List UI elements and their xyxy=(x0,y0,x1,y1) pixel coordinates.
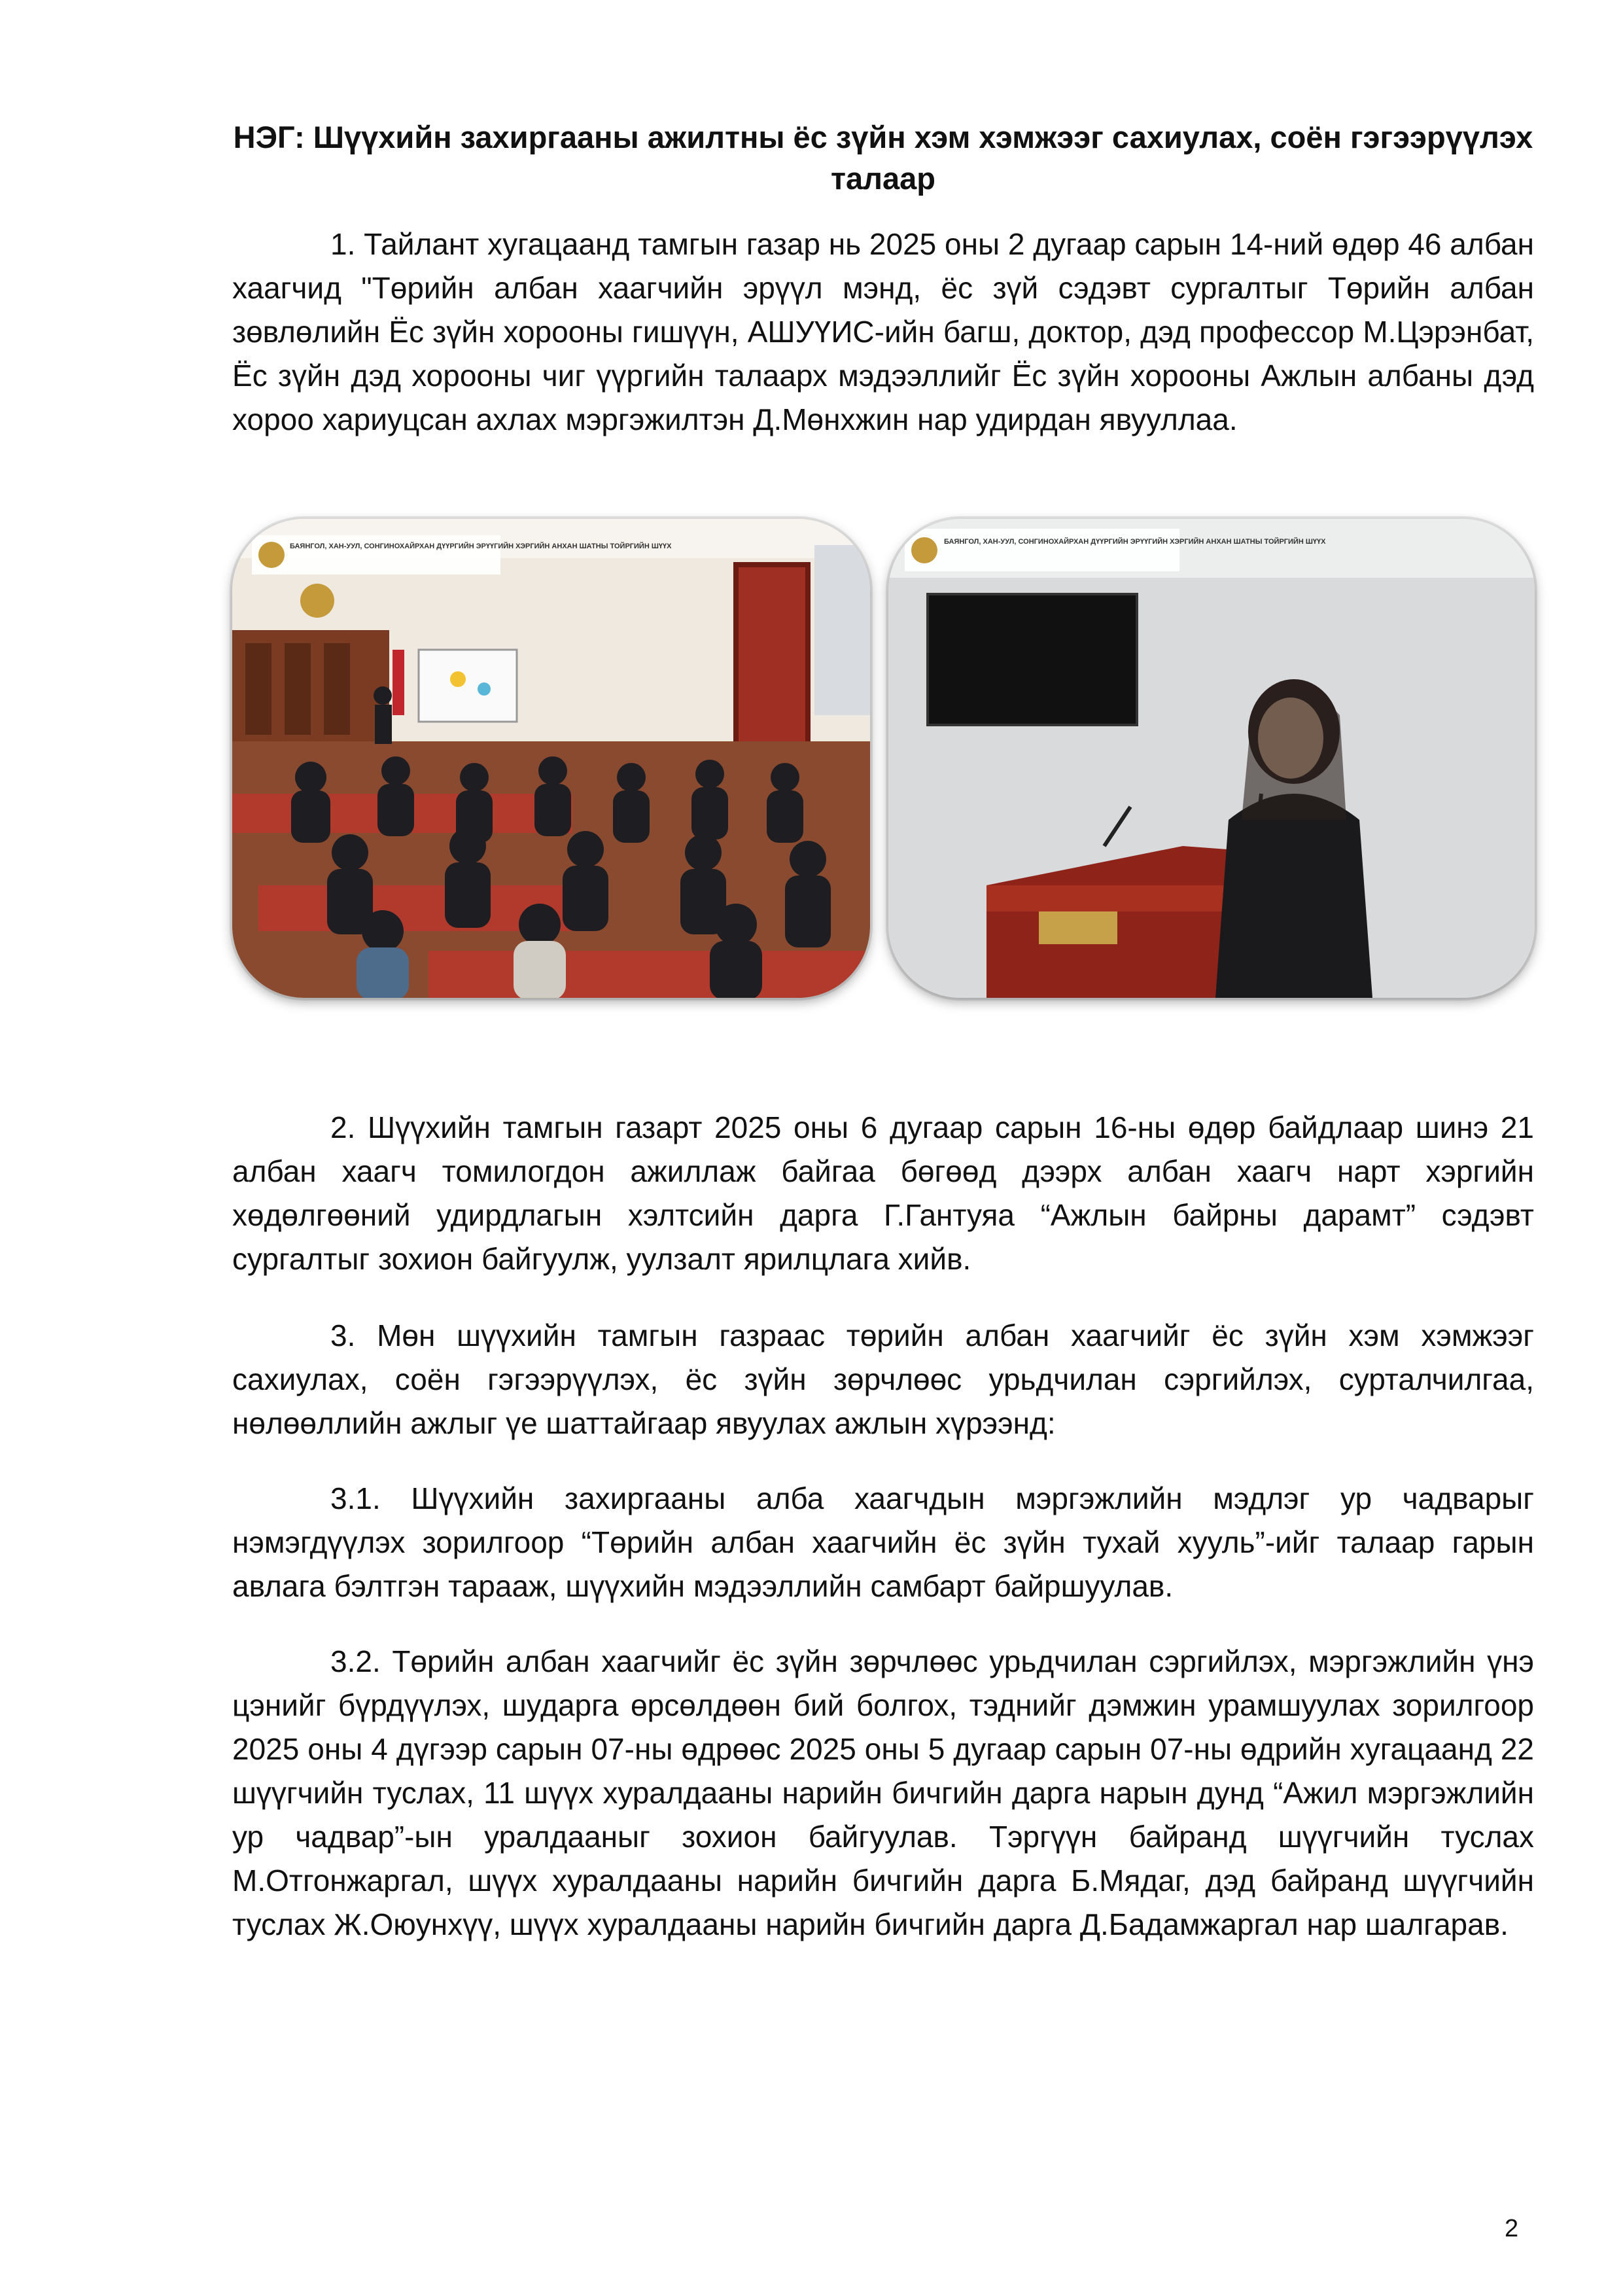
page-number: 2 xyxy=(1505,2215,1519,2242)
paragraph-2: 2. Шүүхийн тамгын газарт 2025 оны 6 дугаар сарын 16-ны өдөр байдлаар шинэ 21 албан хаагч томилогдон ажиллаж байгаа бөгөөд дээрх албан хаагч нарт хэргийн хөдөлгөөний удирдлагын хэлтсийн дарга Г.Гантуяа “Ажлын байрны дарамт” сэдэвт сургалтыг зохион байгуулж, уулзалт ярилцлага хийв. xyxy=(232,1110,1534,1276)
photo-1-caption: БАЯНГОЛ, ХАН-УУЛ, СОНГИНОХАЙРХАН ДҮҮРГИЙН ЭРҮҮГИЙН ХЭРГИЙН АНХАН ШАТНЫ ТОЙРГИЙН ШҮҮХ xyxy=(290,542,672,550)
photo-2-caption: БАЯНГОЛ, ХАН-УУЛ, СОНГИНОХАЙРХАН ДҮҮРГИЙН ЭРҮҮГИЙН ХЭРГИЙН АНХАН ШАТНЫ ТОЙРГИЙН ШҮҮХ xyxy=(944,538,1326,546)
paragraph-3-2: 3.2. Төрийн албан хаагчийг ёс зүйн зөрчлөөс урьдчилан сэргийлэх, мэргэжлийн үнэ цэнийг бүрдүүлэх, шударга өрсөлдөөн бий болгох, тэднийг дэмжин урамшуулах зорилгоор 2025 оны 4 дүгээр сарын 07-ны өдрөөс 2025 оны 5 дугаар сарын 07-ны өдрийн хугацаанд 22 шүүгчийн туслах, 11 шүүх хуралдааны нарийн бичгийн дарга нарын дунд “Ажил мэргэжлийн ур чадвар”-ын уралдааныг зохион байгуулав. Тэргүүн байранд шүүгчийн туслах М.Отгонжаргал, шүүх хуралдааны нарийн бичгийн дарга Б.Мядаг, дэд байранд шүүгчийн туслах Ж.Оюунхүү, шүүх хуралдааны нарийн бичгийн дарга Д.Бадамжаргал нар шалгарав. xyxy=(232,1644,1534,1941)
section-title: НЭГ: Шүүхийн захиргааны ажилтны ёс зүйн хэм хэмжээг сахиулах, соён гэгээрүүлэх талаар xyxy=(233,120,1533,196)
training-session-photo xyxy=(232,519,870,998)
paragraph-3: 3. Мөн шүүхийн тамгын газраас төрийн албан хаагчийг ёс зүйн хэм хэмжээг сахиулах, соён гэгээрүүлэх, ёс зүйн зөрчлөөс урьдчилан сэргийлэх, сурталчилгаа, нөлөөллийн ажлыг үе шаттайгаар явуулах ажлын хүрээнд: xyxy=(232,1318,1534,1440)
paragraph-1: 1. Тайлант хугацаанд тамгын газар нь 2025 оны 2 дугаар сарын 14-ний өдөр 46 албан хаагчид "Төрийн албан хаагчийн эрүүл мэнд, ёс зүй сэдэвт сургалтыг Төрийн албан зөвлөлийн Ёс зүйн хорооны гишүүн, АШУҮИС-ийн багш, доктор, дэд профессор М.Цэрэнбат, Ёс зүйн дэд хорооны чиг үүргийн талаарх мэдээллийг Ёс зүйн хорооны Ажлын албаны дэд хороо хариуцсан ахлах мэргэжилтэн Д.Мөнхжин нар удирдан явууллаа. xyxy=(232,227,1534,436)
speaker-podium-photo xyxy=(888,519,1535,998)
paragraph-3-1: 3.1. Шүүхийн захиргааны алба хаагчдын мэргэжлийн мэдлэг ур чадварыг нэмэгдүүлэх зорилгоор “Төрийн албан хаагчийн ёс зүйн тухай хууль”-ийг талаар гарын авлага бэлтгэн тараaж, шүүхийн мэдээллийн самбарт байршуулав. xyxy=(232,1481,1534,1603)
